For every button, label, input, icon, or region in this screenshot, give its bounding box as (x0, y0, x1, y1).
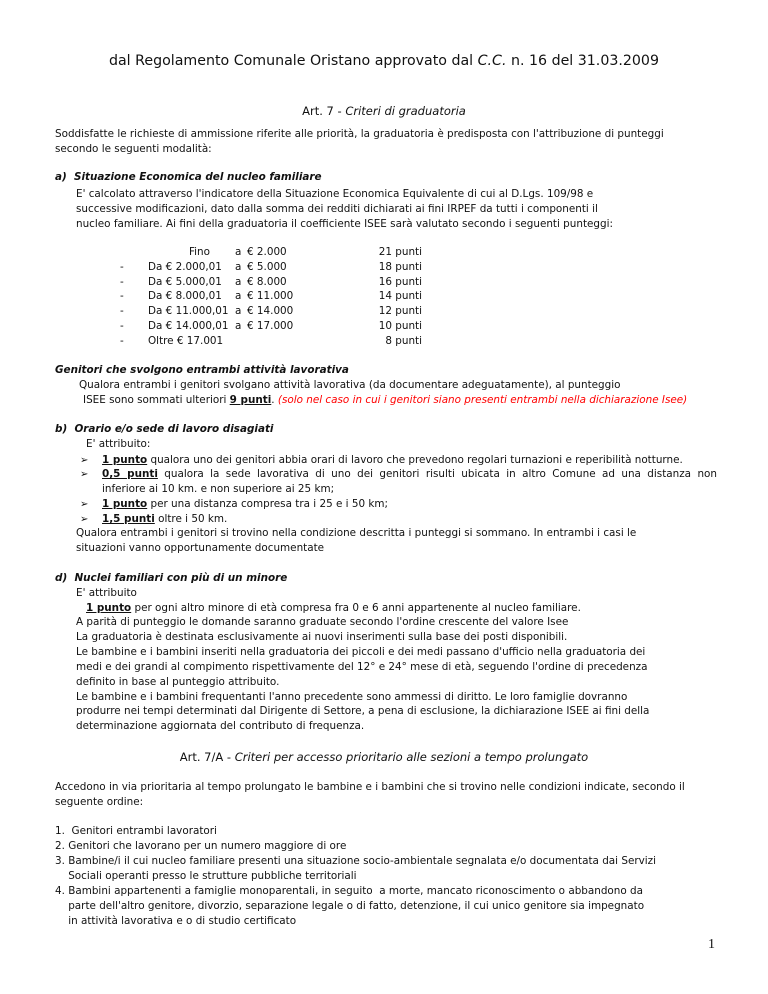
isee-from-cell: Oltre € 17.001 (148, 334, 224, 347)
list-item: 1. Genitori entrambi lavoratori (55, 825, 217, 837)
section-marker: a) (55, 171, 67, 183)
isee-a-cell: a (235, 305, 242, 318)
isee-to-cell: € 2.000 (247, 246, 287, 258)
isee-a-cell: a (235, 320, 242, 332)
art7-heading (0, 104, 768, 119)
isee-to-cell: € 11.000 (247, 290, 294, 303)
isee-from-cell: Da € 8.000,01 (148, 290, 222, 303)
text: . (271, 394, 278, 406)
isee-a-cell: a (235, 290, 242, 303)
isee-points-cell: 16 punti (378, 275, 422, 288)
list-item: 3. Bambine/i il cui nucleo familiare presenti una situazione socio-ambientale segnalata e/o documentata dai Servizi (55, 855, 656, 867)
art7a-heading (0, 750, 768, 765)
section-b-heading (55, 422, 274, 437)
points-bold: 1 punto (102, 454, 148, 466)
text: per ogni altro minore di età compresa fra 0 e 6 anni appartenente al nucleo familiare. (131, 602, 581, 614)
section-d-heading (55, 571, 287, 586)
paragraph-line: definito in base al punteggio attribuito. (76, 675, 280, 688)
isee-points-cell: 10 punti (378, 320, 422, 332)
isee-to-cell: € 5.000 (247, 260, 287, 273)
list-item: in attività lavorativa e o di studio certificato (55, 915, 297, 927)
paragraph-line: nucleo familiare. Ai fini della graduatoria il coefficiente ISEE sarà valutato secondo i seguenti punteggi: (76, 218, 613, 230)
bullet-item (80, 497, 388, 512)
document-title (0, 54, 768, 69)
isee-points-cell: 12 punti (378, 305, 422, 318)
text: ISEE sono sommati ulteriori (83, 394, 230, 406)
paragraph-line: A parità di punteggio le domande saranno graduate secondo l'ordine crescente del valore Isee (76, 616, 569, 628)
paragraph-line: successive modificazioni, dato dalla somma dei redditi dichiarati ai fini IRPEF da tutti i componenti il (76, 203, 598, 215)
bullet-text: per una distanza compresa tra i 25 e i 50 km; (147, 498, 389, 510)
bullet-text: qualora uno dei genitori abbia orari di lavoro che prevedono regolari turnazioni e reperibilità notturne. (147, 454, 683, 466)
isee-dash-cell: - (120, 320, 124, 332)
intro-line: Soddisfatte le richieste di ammissione riferite alle priorità, la graduatoria è predisposta con l'attribuzione di punteggi (55, 128, 664, 140)
section-a-heading (55, 170, 322, 185)
points-bold: 1,5 punti (102, 513, 155, 525)
bullet-item (80, 467, 717, 482)
bullet-text: qualora la sede lavorativa di uno dei genitori risulti ubicata in altro Comune ad una distanza non (157, 468, 717, 480)
list-item: Sociali operanti presso le strutture pubbliche territoriali (55, 870, 357, 882)
isee-points-cell: 21 punti (378, 246, 422, 258)
list-item: parte dell'altro genitore, divorzio, separazione legale o di fatto, detenzione, il cui unico genitore sia impegnato (55, 900, 645, 912)
arrow-bullet-icon: ➢ (80, 469, 89, 480)
title-cc: C.C. (477, 53, 507, 69)
arrow-bullet-icon: ➢ (80, 514, 89, 525)
isee-dash-cell: - (120, 290, 124, 303)
paragraph-line: Le bambine e i bambini frequentanti l'anno precedente sono ammessi di diritto. Le loro famiglie dovranno (76, 690, 628, 703)
isee-a-cell: a (235, 246, 242, 258)
section-title: Nuclei familiari con più di un minore (74, 572, 288, 584)
paragraph-line (86, 601, 581, 616)
paragraph-line: determinazione aggiornata del contributo di frequenza. (76, 720, 365, 733)
isee-dash-cell: - (120, 275, 124, 288)
list-item: 2. Genitori che lavorano per un numero maggiore di ore (55, 840, 347, 852)
paragraph-line: produrre nei tempi determinati dal Dirigente di Settore, a pena di esclusione, la dichiarazione ISEE ai fini della (76, 705, 650, 718)
paragraph-line: medi e dei grandi al compimento rispettivamente del 12° e 24° mese di età, seguendo l'ordine di precedenza (76, 660, 648, 673)
isee-dash-cell: - (120, 334, 124, 347)
points-bold: 9 punti (229, 394, 272, 406)
paragraph-line: Qualora entrambi i genitori si trovino nella condizione descritta i punteggi si sommano. In entrambi i casi le (76, 527, 637, 539)
intro-line: seguente ordine: (55, 796, 144, 808)
art7-label: Art. 7 - (302, 104, 346, 118)
intro-line: Accedono in via prioritaria al tempo prolungato le bambine e i bambini che si trovino nelle condizioni indicate, secondo il (55, 781, 685, 793)
isee-points-cell: 14 punti (378, 290, 422, 303)
paragraph-line: situazioni vanno opportunamente documentate (76, 542, 325, 554)
paragraph-line: Qualora entrambi i genitori svolgano attività lavorativa (da documentare adeguatamente), al punteggio (79, 379, 621, 391)
section-title: Situazione Economica del nucleo familiare (74, 171, 322, 183)
art7a-title: Criteri per accesso prioritario alle sezioni a tempo prolungato (234, 750, 589, 764)
isee-dash-cell: - (120, 305, 124, 318)
list-item: 4. Bambini appartenenti a famiglie monoparentali, in seguito a morte, mancato riconoscimento o abbandono da (55, 885, 643, 897)
section-marker: b) (55, 423, 68, 435)
points-bold: 1 punto (86, 602, 132, 614)
paragraph-line: E' attribuito: (86, 438, 151, 450)
isee-dash-cell: - (120, 260, 124, 273)
paragraph-line: E' calcolato attraverso l'indicatore della Situazione Economica Equivalente di cui al D.Lgs. 109/98 e (76, 188, 594, 200)
isee-points-cell: 18 punti (378, 260, 422, 273)
paragraph-line: Le bambine e i bambini inseriti nella graduatoria dei piccoli e dei medi passano d'ufficio nella graduatoria dei (76, 645, 646, 658)
isee-a-cell: a (235, 260, 242, 273)
points-bold: 0,5 punti (102, 468, 158, 480)
isee-to-cell: € 14.000 (247, 305, 294, 318)
isee-from-cell: Da € 2.000,01 (148, 260, 222, 273)
isee-from-cell: Fino (188, 246, 210, 258)
isee-points-cell: 8 punti (385, 334, 422, 347)
bullet-continuation: inferiore ai 10 km. e non superiore ai 25 km; (102, 483, 335, 495)
art7-title: Criteri di graduatoria (345, 104, 466, 118)
paragraph-line: La graduatoria è destinata esclusivamente ai nuovi inserimenti sulla base dei posti disponibili. (76, 630, 568, 643)
title-text: dal Regolamento Comunale Oristano approvato dal (108, 53, 478, 69)
arrow-bullet-icon: ➢ (80, 455, 89, 466)
title-date: n. 16 del 31.03.2009 (506, 53, 659, 69)
bullet-text: oltre i 50 km. (154, 513, 228, 525)
isee-from-cell: Da € 11.000,01 (148, 305, 229, 318)
bullet-text-wrap (102, 467, 717, 482)
genitori-heading: Genitori che svolgono entrambi attività lavorativa (55, 364, 349, 376)
intro-line: secondo le seguenti modalità: (55, 143, 212, 155)
paragraph-line: E' attribuito (76, 587, 137, 599)
section-marker: d) (55, 572, 68, 584)
paragraph-line (83, 393, 687, 408)
isee-from-cell: Da € 5.000,01 (148, 275, 222, 288)
section-title: Orario e/o sede di lavoro disagiati (74, 423, 274, 435)
isee-to-cell: € 17.000 (247, 320, 294, 332)
bullet-item (80, 512, 227, 527)
points-bold: 1 punto (102, 498, 148, 510)
arrow-bullet-icon: ➢ (80, 499, 89, 510)
isee-note: (solo nel caso in cui i genitori siano presenti entrambi nella dichiarazione Isee) (277, 394, 688, 406)
art7a-label: Art. 7/A - (179, 750, 235, 764)
isee-to-cell: € 8.000 (247, 275, 287, 288)
page-number: 1 (708, 937, 715, 952)
bullet-item (80, 453, 720, 468)
isee-from-cell: Da € 14.000,01 (148, 320, 229, 332)
isee-a-cell: a (235, 275, 242, 288)
